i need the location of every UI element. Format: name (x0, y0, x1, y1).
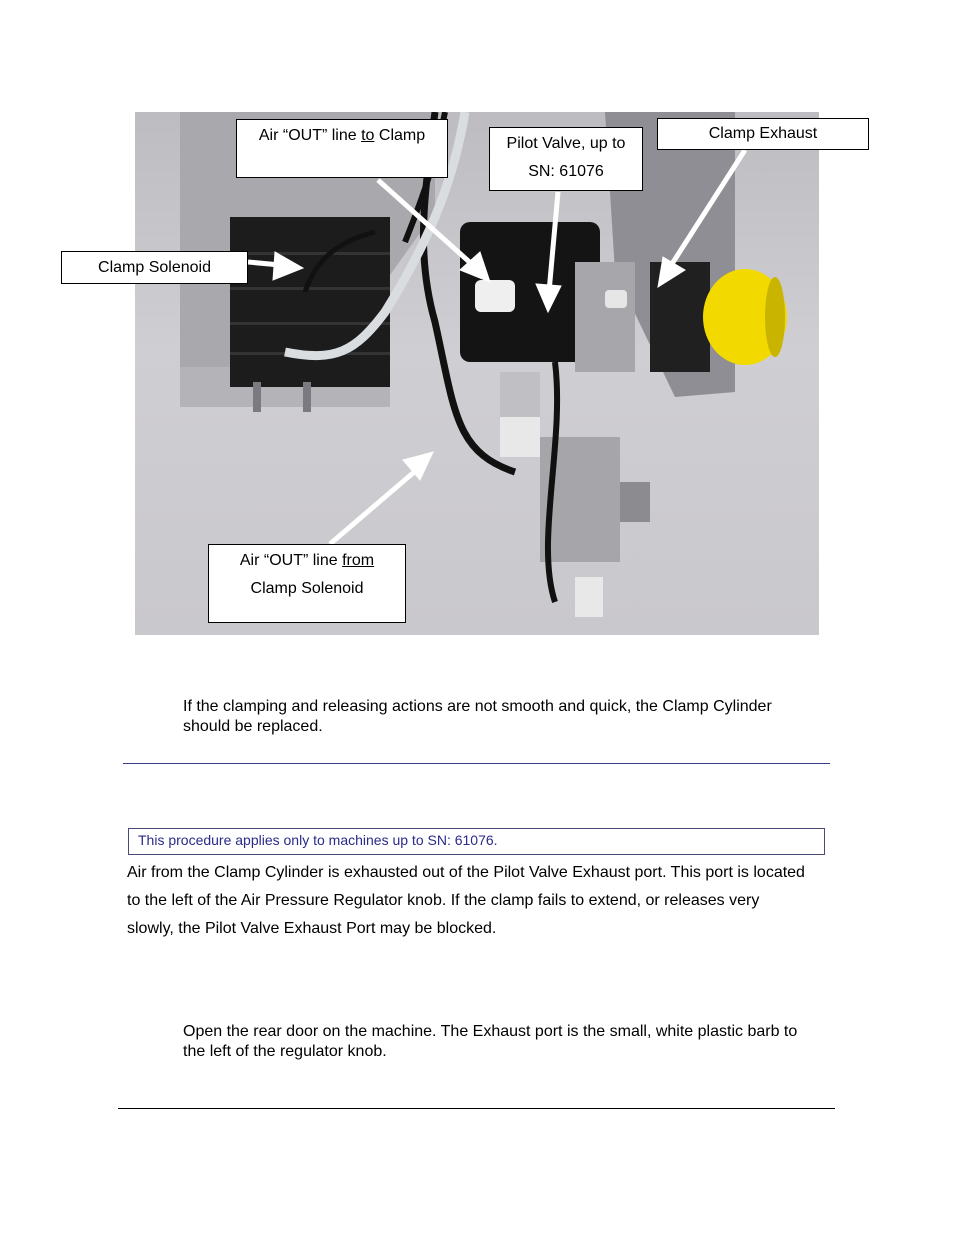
exhaust-port-description (127, 859, 837, 943)
body-line: Air from the Clamp Cylinder is exhausted out of the Pilot Valve Exhaust port. This port is located (127, 864, 805, 881)
solenoid-block (230, 217, 390, 387)
callout-clamp-solenoid (61, 251, 248, 284)
callout-text: Clamp Solenoid (98, 259, 211, 276)
open-rear-door-paragraph: Open the rear door on the machine. The Exhaust port is the small, white plastic barb to the left of the regulator knob. (183, 1023, 798, 1060)
callout-text: Clamp (374, 127, 426, 144)
section-divider-bottom (118, 1108, 835, 1109)
callout-text: Air “OUT” line (258, 127, 362, 144)
callout-line-2: SN: 61076 (528, 163, 604, 180)
section-divider (123, 763, 830, 764)
callout-text-underlined: to (361, 127, 375, 144)
callout-line-1: Pilot Valve, up to (506, 135, 626, 152)
callout-line-2: Clamp Solenoid (250, 580, 364, 597)
callout-air-out-from (208, 544, 406, 623)
callout-air-out-to-clamp (236, 119, 448, 178)
clamp-cylinder-paragraph: If the clamping and releasing actions are not smooth and quick, the Clamp Cylinder should be replaced. (183, 698, 772, 735)
callout-clamp-exhaust (657, 118, 869, 150)
callout-text-underlined: from (342, 552, 375, 569)
callout-pilot-valve (489, 127, 643, 191)
body-line: slowly, the Pilot Valve Exhaust Port may be blocked. (127, 920, 497, 937)
callout-text: Clamp Exhaust (708, 125, 818, 142)
callout-text: Air “OUT” line (239, 552, 343, 569)
body-line: to the left of the Air Pressure Regulator knob. If the clamp fails to extend, or releases very (127, 892, 760, 909)
applicability-note: This procedure applies only to machines up to SN: 61076. (128, 828, 825, 855)
